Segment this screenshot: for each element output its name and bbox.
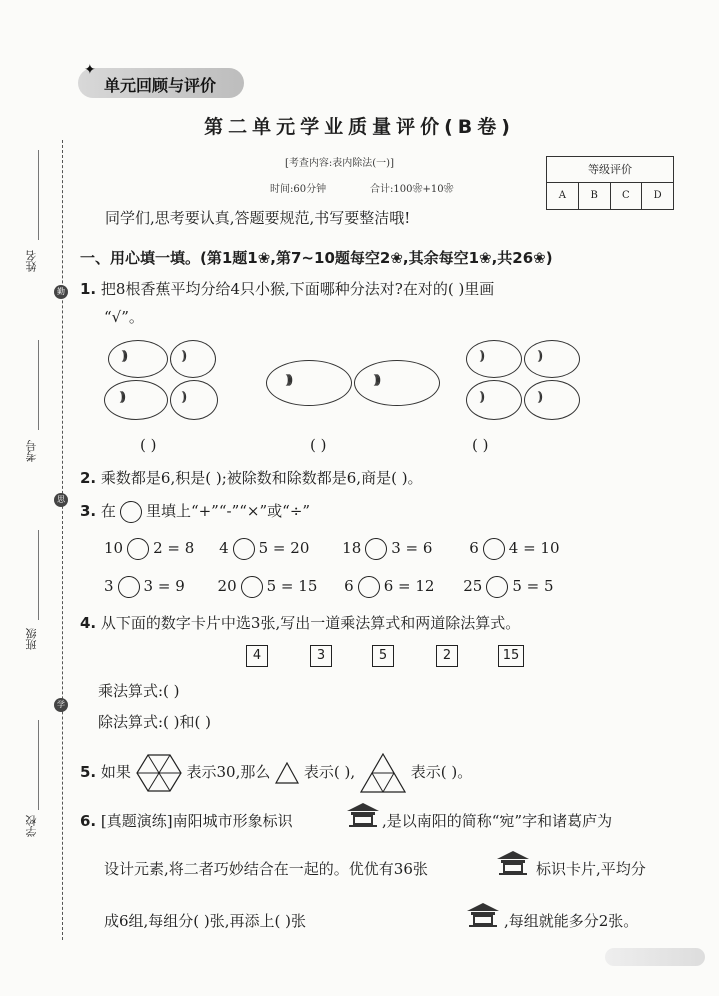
- school-write-line: [38, 720, 39, 810]
- q3-5-blank[interactable]: [118, 576, 140, 598]
- q3-1-blank[interactable]: [127, 538, 149, 560]
- section-1-heading: 一、用心填一填。(第1题1❀,第7~10题每空2❀,其余每空1❀,共26❀): [80, 249, 553, 267]
- q3-prompt-b: 里填上“+”“-”“×”或“÷”: [145, 502, 311, 520]
- side-label-school: 学校: [25, 815, 38, 837]
- q6-line-2b: 标识卡片,平均分: [536, 860, 646, 878]
- nanyang-logo-icon: [346, 802, 380, 828]
- q5-part-b: 表示30,那么: [186, 763, 271, 781]
- q3-7-right: 6 = 12: [383, 577, 435, 595]
- q3-6-blank[interactable]: [241, 576, 263, 598]
- q3-5-right: 3 = 9: [143, 577, 185, 595]
- q4-number: 4.: [80, 614, 97, 632]
- q3-1-right: 2 = 8: [153, 539, 195, 557]
- q6-line-3b: ,每组就能多分2张。: [504, 912, 639, 930]
- plate: )))): [354, 360, 440, 406]
- triangle-icon: [275, 762, 299, 784]
- q1-number: 1.: [80, 280, 97, 298]
- q1-prompt: 把8根香蕉平均分给4只小猴,下面哪种分法对?在对的( )里画: [100, 280, 495, 298]
- q1-text: [80, 278, 494, 299]
- q6-number: 6.: [80, 812, 97, 830]
- q6-line-1a: [真题演练]南阳城市形象标识: [100, 812, 293, 830]
- plate: )): [524, 380, 580, 420]
- q3-row-2: [104, 576, 554, 598]
- q3-prompt-a: 在: [100, 502, 116, 520]
- plate: )): [170, 340, 216, 378]
- nanyang-logo-icon: [496, 850, 530, 876]
- q3-7-blank[interactable]: [358, 576, 380, 598]
- plate: ))): [108, 340, 168, 378]
- grade-a[interactable]: A: [547, 183, 579, 209]
- number-card-2: 2: [436, 645, 458, 667]
- q6-line-3a[interactable]: 成6组,每组分( )张,再添上( )张: [104, 912, 307, 930]
- q1-answer-3[interactable]: ( ): [472, 436, 489, 454]
- q3-4-right: 4 = 10: [508, 539, 560, 557]
- q3-8-left: 25: [463, 577, 483, 595]
- q3-2-left: 4: [219, 539, 229, 557]
- margin-mark-1: 勤: [54, 285, 68, 299]
- number-card-3: 3: [310, 645, 332, 667]
- q3-6-right: 5 = 15: [266, 577, 318, 595]
- banner-text: 单元回顾与评价: [104, 76, 217, 95]
- exam-time: 时间:60分钟: [270, 184, 327, 195]
- binding-line: [62, 140, 63, 940]
- plate: )))): [266, 360, 352, 406]
- plate: ))): [104, 380, 168, 420]
- id-write-line: [38, 340, 39, 430]
- q3-number: 3.: [80, 502, 97, 520]
- q3-3-left: 18: [342, 539, 362, 557]
- q5-part-d[interactable]: 表示( )。: [410, 763, 473, 781]
- q4-multiplication[interactable]: 乘法算式:( ): [98, 682, 180, 700]
- nanyang-logo-icon: [466, 902, 500, 928]
- q3-4-left: 6: [469, 539, 479, 557]
- watermark: [605, 948, 705, 966]
- q1-text-2: “√”。: [104, 308, 144, 326]
- q3-3-blank[interactable]: [365, 538, 387, 560]
- unit-review-banner: [78, 62, 244, 98]
- q3-7-left: 6: [344, 577, 354, 595]
- q3-row-1: [104, 538, 560, 560]
- side-label-class: 班级: [25, 628, 38, 650]
- plate: )): [524, 340, 580, 378]
- class-write-line: [38, 530, 39, 620]
- margin-mark-3: 学: [54, 698, 68, 712]
- q6-line-1b: ,是以南阳的简称“宛”字和诸葛庐为: [382, 812, 613, 830]
- exam-total: 合计:100❀+10❀: [370, 184, 454, 195]
- q3-2-blank[interactable]: [233, 538, 255, 560]
- name-write-line: [38, 150, 39, 240]
- q1-answer-2[interactable]: ( ): [310, 436, 327, 454]
- number-card-4: 4: [246, 645, 268, 667]
- q5-part-c[interactable]: 表示( ),: [303, 763, 356, 781]
- sparkle-icon: ✦: [84, 62, 96, 78]
- q3-3-right: 3 = 6: [391, 539, 433, 557]
- grade-header: 等级评价: [547, 157, 673, 183]
- grade-table: [546, 156, 674, 210]
- q2-number: 2.: [80, 469, 97, 487]
- q3-2-right: 5 = 20: [258, 539, 310, 557]
- q1-answer-1[interactable]: ( ): [140, 436, 157, 454]
- plate: )): [466, 340, 522, 378]
- margin-mark-2: 思: [54, 493, 68, 507]
- page-title: 第二单元学业质量评价(B卷): [204, 116, 515, 138]
- q4-prompt: 从下面的数字卡片中选3张,写出一道乘法算式和两道除法算式。: [100, 614, 521, 632]
- q6-line-2a: 设计元素,将二者巧妙结合在一起的。优优有36张: [104, 860, 428, 878]
- circle-icon: [120, 501, 142, 523]
- exam-scope: [考查内容:表内除法(一)]: [285, 158, 394, 169]
- large-triangle-icon: [360, 753, 406, 793]
- q3-4-blank[interactable]: [483, 538, 505, 560]
- q3-5-left: 3: [104, 577, 114, 595]
- number-card-15: 15: [498, 645, 524, 667]
- number-card-5: 5: [372, 645, 394, 667]
- grade-d[interactable]: D: [653, 190, 662, 201]
- q5-number: 5.: [80, 763, 97, 781]
- hexagon-icon: [136, 753, 182, 793]
- side-label-name: 姓名: [25, 250, 38, 272]
- q5-part-a: 如果: [100, 763, 131, 781]
- q5-line: [80, 753, 472, 793]
- q3-8-blank[interactable]: [486, 576, 508, 598]
- q3-8-right: 5 = 5: [512, 577, 554, 595]
- q2-prompt[interactable]: 乘数都是6,积是( );被除数和除数都是6,商是( )。: [100, 469, 423, 487]
- q4-division[interactable]: 除法算式:( )和( ): [98, 713, 211, 731]
- side-label-id: 考号: [25, 440, 38, 462]
- q6-line-1: [80, 810, 293, 831]
- plate: )): [170, 380, 218, 420]
- plate: )): [466, 380, 522, 420]
- grade-c[interactable]: C: [611, 183, 643, 209]
- grade-b[interactable]: B: [579, 183, 611, 209]
- q3-1-left: 10: [104, 539, 124, 557]
- greeting: 同学们,思考要认真,答题要规范,书写要整洁哦!: [105, 209, 411, 227]
- q3-6-left: 20: [217, 577, 237, 595]
